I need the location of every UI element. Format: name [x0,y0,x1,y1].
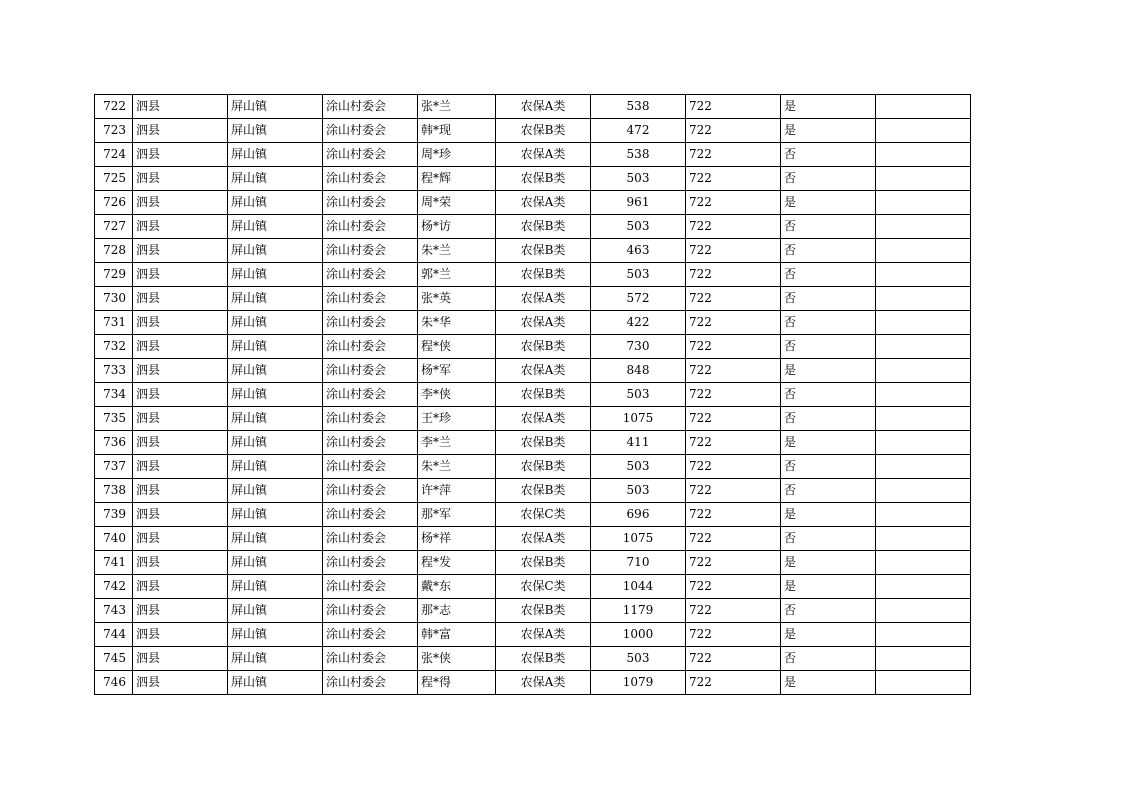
person-name-cell: 朱*兰 [418,455,496,479]
amount-cell: 710 [591,551,686,575]
yes-no-flag-cell: 否 [781,143,876,167]
blank-cell [876,551,971,575]
insurance-category-cell: 农保A类 [496,671,591,695]
insurance-category-cell: 农保B类 [496,647,591,671]
standard-cell: 722 [686,503,781,527]
standard-cell: 722 [686,215,781,239]
town-cell: 屏山镇 [228,647,323,671]
row-number-cell: 743 [95,599,133,623]
table-row [95,191,971,215]
data-table [94,94,971,695]
yes-no-flag-cell: 否 [781,215,876,239]
yes-no-flag-cell: 否 [781,287,876,311]
amount-cell: 961 [591,191,686,215]
insurance-category-cell: 农保B类 [496,215,591,239]
county-cell: 泗县 [133,215,228,239]
yes-no-flag-cell: 是 [781,359,876,383]
village-cell: 涂山村委会 [323,599,418,623]
blank-cell [876,527,971,551]
village-cell: 涂山村委会 [323,311,418,335]
blank-cell [876,431,971,455]
standard-cell: 722 [686,311,781,335]
yes-no-flag-cell: 否 [781,599,876,623]
table-row [95,119,971,143]
town-cell: 屏山镇 [228,623,323,647]
standard-cell: 722 [686,287,781,311]
table-row [95,599,971,623]
yes-no-flag-cell: 否 [781,479,876,503]
town-cell: 屏山镇 [228,335,323,359]
village-cell: 涂山村委会 [323,263,418,287]
blank-cell [876,503,971,527]
county-cell: 泗县 [133,551,228,575]
town-cell: 屏山镇 [228,551,323,575]
table-row [95,575,971,599]
row-number-cell: 742 [95,575,133,599]
insurance-category-cell: 农保B类 [496,383,591,407]
blank-cell [876,239,971,263]
table-row [95,455,971,479]
person-name-cell: 李*侠 [418,383,496,407]
amount-cell: 463 [591,239,686,263]
standard-cell: 722 [686,119,781,143]
town-cell: 屏山镇 [228,527,323,551]
row-number-cell: 735 [95,407,133,431]
row-number-cell: 724 [95,143,133,167]
yes-no-flag-cell: 否 [781,455,876,479]
town-cell: 屏山镇 [228,239,323,263]
amount-cell: 503 [591,479,686,503]
village-cell: 涂山村委会 [323,527,418,551]
table-row [95,383,971,407]
blank-cell [876,359,971,383]
county-cell: 泗县 [133,263,228,287]
county-cell: 泗县 [133,407,228,431]
amount-cell: 1075 [591,407,686,431]
insurance-category-cell: 农保C类 [496,503,591,527]
standard-cell: 722 [686,479,781,503]
county-cell: 泗县 [133,455,228,479]
person-name-cell: 杨*军 [418,359,496,383]
standard-cell: 722 [686,647,781,671]
blank-cell [876,335,971,359]
amount-cell: 422 [591,311,686,335]
person-name-cell: 程*侠 [418,335,496,359]
village-cell: 涂山村委会 [323,239,418,263]
row-number-cell: 733 [95,359,133,383]
town-cell: 屏山镇 [228,311,323,335]
person-name-cell: 程*得 [418,671,496,695]
row-number-cell: 727 [95,215,133,239]
yes-no-flag-cell: 是 [781,191,876,215]
blank-cell [876,311,971,335]
person-name-cell: 程*发 [418,551,496,575]
village-cell: 涂山村委会 [323,551,418,575]
insurance-category-cell: 农保B类 [496,335,591,359]
row-number-cell: 744 [95,623,133,647]
county-cell: 泗县 [133,143,228,167]
amount-cell: 503 [591,383,686,407]
person-name-cell: 朱*华 [418,311,496,335]
row-number-cell: 726 [95,191,133,215]
person-name-cell: 那*军 [418,503,496,527]
blank-cell [876,575,971,599]
row-number-cell: 737 [95,455,133,479]
yes-no-flag-cell: 是 [781,503,876,527]
person-name-cell: 许*萍 [418,479,496,503]
village-cell: 涂山村委会 [323,359,418,383]
insurance-category-cell: 农保B类 [496,431,591,455]
blank-cell [876,623,971,647]
village-cell: 涂山村委会 [323,119,418,143]
row-number-cell: 732 [95,335,133,359]
standard-cell: 722 [686,167,781,191]
person-name-cell: 韩*富 [418,623,496,647]
insurance-category-cell: 农保B类 [496,599,591,623]
insurance-category-cell: 农保B类 [496,119,591,143]
county-cell: 泗县 [133,95,228,119]
blank-cell [876,383,971,407]
standard-cell: 722 [686,359,781,383]
town-cell: 屏山镇 [228,191,323,215]
county-cell: 泗县 [133,479,228,503]
table-body [95,95,971,695]
amount-cell: 1079 [591,671,686,695]
standard-cell: 722 [686,383,781,407]
row-number-cell: 736 [95,431,133,455]
table-row [95,671,971,695]
county-cell: 泗县 [133,287,228,311]
county-cell: 泗县 [133,239,228,263]
person-name-cell: 李*兰 [418,431,496,455]
standard-cell: 722 [686,95,781,119]
amount-cell: 472 [591,119,686,143]
amount-cell: 730 [591,335,686,359]
table-row [95,527,971,551]
insurance-category-cell: 农保A类 [496,143,591,167]
table-row [95,359,971,383]
town-cell: 屏山镇 [228,575,323,599]
person-name-cell: 杨*访 [418,215,496,239]
table-row [95,503,971,527]
table-row [95,215,971,239]
village-cell: 涂山村委会 [323,455,418,479]
village-cell: 涂山村委会 [323,287,418,311]
village-cell: 涂山村委会 [323,143,418,167]
blank-cell [876,599,971,623]
insurance-category-cell: 农保A类 [496,623,591,647]
insurance-category-cell: 农保A类 [496,191,591,215]
row-number-cell: 729 [95,263,133,287]
amount-cell: 503 [591,215,686,239]
village-cell: 涂山村委会 [323,407,418,431]
yes-no-flag-cell: 否 [781,311,876,335]
village-cell: 涂山村委会 [323,167,418,191]
town-cell: 屏山镇 [228,143,323,167]
table-row [95,143,971,167]
standard-cell: 722 [686,575,781,599]
table-row [95,479,971,503]
yes-no-flag-cell: 是 [781,623,876,647]
town-cell: 屏山镇 [228,503,323,527]
blank-cell [876,215,971,239]
insurance-category-cell: 农保C类 [496,575,591,599]
row-number-cell: 722 [95,95,133,119]
amount-cell: 572 [591,287,686,311]
blank-cell [876,263,971,287]
yes-no-flag-cell: 是 [781,95,876,119]
town-cell: 屏山镇 [228,263,323,287]
insurance-category-cell: 农保B类 [496,455,591,479]
row-number-cell: 725 [95,167,133,191]
yes-no-flag-cell: 否 [781,335,876,359]
insurance-category-cell: 农保B类 [496,167,591,191]
standard-cell: 722 [686,431,781,455]
blank-cell [876,407,971,431]
town-cell: 屏山镇 [228,407,323,431]
yes-no-flag-cell: 否 [781,527,876,551]
county-cell: 泗县 [133,527,228,551]
row-number-cell: 745 [95,647,133,671]
amount-cell: 503 [591,263,686,287]
person-name-cell: 周*荣 [418,191,496,215]
person-name-cell: 朱*兰 [418,239,496,263]
row-number-cell: 731 [95,311,133,335]
county-cell: 泗县 [133,191,228,215]
village-cell: 涂山村委会 [323,503,418,527]
county-cell: 泗县 [133,119,228,143]
county-cell: 泗县 [133,623,228,647]
row-number-cell: 730 [95,287,133,311]
row-number-cell: 738 [95,479,133,503]
blank-cell [876,647,971,671]
insurance-category-cell: 农保A类 [496,359,591,383]
county-cell: 泗县 [133,647,228,671]
insurance-category-cell: 农保B类 [496,263,591,287]
yes-no-flag-cell: 是 [781,671,876,695]
table-row [95,551,971,575]
person-name-cell: 张*兰 [418,95,496,119]
village-cell: 涂山村委会 [323,383,418,407]
blank-cell [876,95,971,119]
standard-cell: 722 [686,551,781,575]
blank-cell [876,671,971,695]
table-row [95,647,971,671]
table-row [95,263,971,287]
table-row [95,623,971,647]
yes-no-flag-cell: 否 [781,647,876,671]
town-cell: 屏山镇 [228,431,323,455]
town-cell: 屏山镇 [228,119,323,143]
village-cell: 涂山村委会 [323,215,418,239]
row-number-cell: 723 [95,119,133,143]
amount-cell: 411 [591,431,686,455]
village-cell: 涂山村委会 [323,479,418,503]
village-cell: 涂山村委会 [323,335,418,359]
village-cell: 涂山村委会 [323,647,418,671]
county-cell: 泗县 [133,383,228,407]
amount-cell: 503 [591,167,686,191]
insurance-category-cell: 农保B类 [496,239,591,263]
table-row [95,239,971,263]
village-cell: 涂山村委会 [323,623,418,647]
yes-no-flag-cell: 是 [781,551,876,575]
town-cell: 屏山镇 [228,167,323,191]
person-name-cell: 张*侠 [418,647,496,671]
amount-cell: 538 [591,95,686,119]
standard-cell: 722 [686,455,781,479]
village-cell: 涂山村委会 [323,191,418,215]
yes-no-flag-cell: 否 [781,383,876,407]
standard-cell: 722 [686,623,781,647]
yes-no-flag-cell: 是 [781,119,876,143]
insurance-category-cell: 农保B类 [496,551,591,575]
standard-cell: 722 [686,191,781,215]
town-cell: 屏山镇 [228,455,323,479]
blank-cell [876,287,971,311]
row-number-cell: 728 [95,239,133,263]
amount-cell: 1044 [591,575,686,599]
yes-no-flag-cell: 否 [781,167,876,191]
table-row [95,167,971,191]
county-cell: 泗县 [133,335,228,359]
yes-no-flag-cell: 否 [781,263,876,287]
amount-cell: 696 [591,503,686,527]
town-cell: 屏山镇 [228,671,323,695]
blank-cell [876,479,971,503]
person-name-cell: 张*英 [418,287,496,311]
row-number-cell: 734 [95,383,133,407]
county-cell: 泗县 [133,311,228,335]
row-number-cell: 741 [95,551,133,575]
person-name-cell: 杨*祥 [418,527,496,551]
town-cell: 屏山镇 [228,383,323,407]
village-cell: 涂山村委会 [323,671,418,695]
yes-no-flag-cell: 是 [781,431,876,455]
county-cell: 泗县 [133,575,228,599]
village-cell: 涂山村委会 [323,95,418,119]
town-cell: 屏山镇 [228,287,323,311]
person-name-cell: 韩*现 [418,119,496,143]
person-name-cell: 王*珍 [418,407,496,431]
county-cell: 泗县 [133,503,228,527]
person-name-cell: 周*珍 [418,143,496,167]
row-number-cell: 740 [95,527,133,551]
person-name-cell: 那*志 [418,599,496,623]
town-cell: 屏山镇 [228,359,323,383]
standard-cell: 722 [686,527,781,551]
blank-cell [876,191,971,215]
insurance-category-cell: 农保A类 [496,95,591,119]
blank-cell [876,119,971,143]
standard-cell: 722 [686,335,781,359]
county-cell: 泗县 [133,671,228,695]
table-row [95,287,971,311]
standard-cell: 722 [686,239,781,263]
insurance-category-cell: 农保A类 [496,527,591,551]
blank-cell [876,167,971,191]
yes-no-flag-cell: 否 [781,407,876,431]
amount-cell: 1075 [591,527,686,551]
town-cell: 屏山镇 [228,95,323,119]
town-cell: 屏山镇 [228,215,323,239]
table-row [95,95,971,119]
row-number-cell: 739 [95,503,133,527]
amount-cell: 1179 [591,599,686,623]
town-cell: 屏山镇 [228,479,323,503]
amount-cell: 538 [591,143,686,167]
town-cell: 屏山镇 [228,599,323,623]
yes-no-flag-cell: 是 [781,575,876,599]
standard-cell: 722 [686,263,781,287]
county-cell: 泗县 [133,167,228,191]
insurance-category-cell: 农保B类 [496,479,591,503]
table-row [95,335,971,359]
blank-cell [876,143,971,167]
standard-cell: 722 [686,143,781,167]
amount-cell: 503 [591,647,686,671]
county-cell: 泗县 [133,599,228,623]
person-name-cell: 郭*兰 [418,263,496,287]
person-name-cell: 程*辉 [418,167,496,191]
county-cell: 泗县 [133,359,228,383]
yes-no-flag-cell: 否 [781,239,876,263]
standard-cell: 722 [686,407,781,431]
village-cell: 涂山村委会 [323,431,418,455]
amount-cell: 848 [591,359,686,383]
blank-cell [876,455,971,479]
row-number-cell: 746 [95,671,133,695]
amount-cell: 503 [591,455,686,479]
insurance-category-cell: 农保A类 [496,407,591,431]
table-row [95,431,971,455]
insurance-category-cell: 农保A类 [496,287,591,311]
table-row [95,407,971,431]
county-cell: 泗县 [133,431,228,455]
village-cell: 涂山村委会 [323,575,418,599]
standard-cell: 722 [686,671,781,695]
standard-cell: 722 [686,599,781,623]
insurance-category-cell: 农保A类 [496,311,591,335]
table-row [95,311,971,335]
amount-cell: 1000 [591,623,686,647]
person-name-cell: 戴*东 [418,575,496,599]
